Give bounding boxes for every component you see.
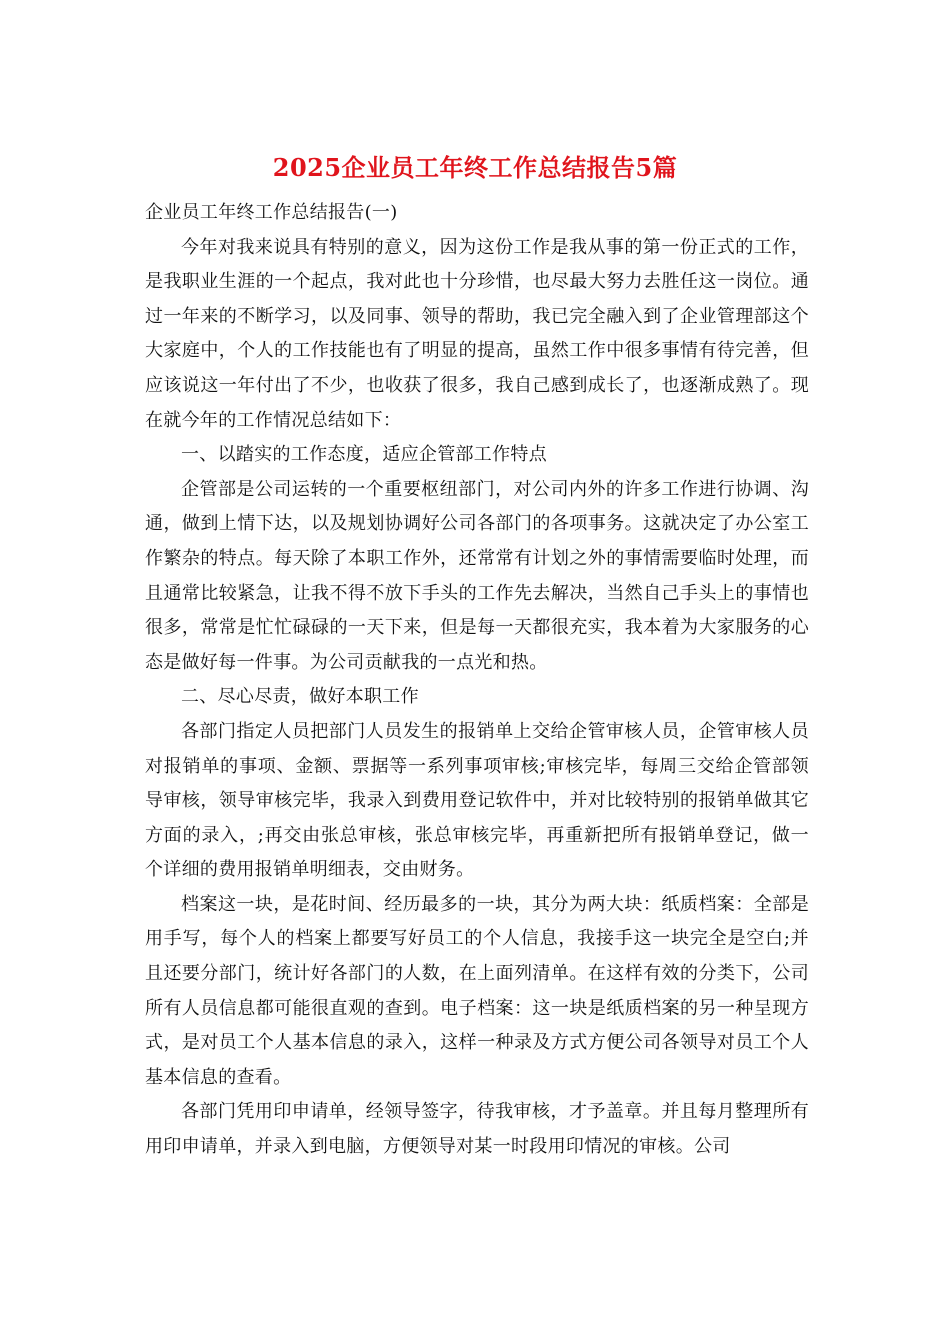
section-heading-2: 二、尽心尽责，做好本职工作 xyxy=(181,686,419,708)
document-title: 2025企业员工年终工作总结报告5篇 xyxy=(272,153,678,182)
paragraph-intro: 今年对我来说具有特别的意义，因为这份工作是我从事的第一份正式的工作，是我职业生涯的一个起点，我对此也十分珍惜，也尽最大努力去胜任这一岗位。通过一年来的不断学习，以及同事、领导的帮助，我已完全融入到了企业管理部这个大家庭中，个人的工作技能也有了明显的提高，虽然工作中很多事情有待完善，但应该说这一年付出了不少，也收获了很多，我自己感到成长了，也逐渐成熟了。现在就今年的工作情况总结如下： xyxy=(145,236,809,431)
paragraph-section-1: 企管部是公司运转的一个重要枢纽部门，对公司内外的许多工作进行协调、沟通，做到上情下达，以及规划协调好公司各部门的各项事务。这就决定了办公室工作繁杂的特点。每天除了本职工作外，还常常有计划之外的事情需要临时处理，而且通常比较紧急，让我不得不放下手头的工作先去解决，当然自己手头上的事情也很多，常常是忙忙碌碌的一天下来，但是每一天都很充实，我本着为大家服务的心态是做好每一件事。为公司贡献我的一点光和热。 xyxy=(145,478,809,673)
document-subheading: 企业员工年终工作总结报告(一) xyxy=(145,202,398,223)
paragraph-seal: 各部门凭用印申请单，经领导签字，待我审核，才予盖章。并且每月整理所有用印申请单，并录入到电脑，方便领导对某一时段用印情况的审核。公司 xyxy=(145,1101,809,1158)
document-body xyxy=(145,196,809,1165)
section-heading-1: 一、以踏实的工作态度，适应企管部工作特点 xyxy=(181,444,547,466)
paragraph-archives: 档案这一块，是花时间、经历最多的一块，其分为两大块：纸质档案：全部是用手写，每个人的档案上都要写好员工的个人信息，我接手这一块完全是空白;并且还要分部门，统计好各部门的人数，在上面列清单。在这样有效的分类下，公司所有人员信息都可能很直观的查到。电子档案：这一块是纸质档案的另一种呈现方式，是对员工个人基本信息的录入，这样一种录及方式方便公司各领导对员工个人基本信息的查看。 xyxy=(145,893,809,1088)
paragraph-reimbursement: 各部门指定人员把部门人员发生的报销单上交给企管审核人员，企管审核人员对报销单的事项、金额、票据等一系列事项审核;审核完毕，每周三交给企管部领导审核，领导审核完毕，我录入到费用登记软件中，并对比较特别的报销单做其它方面的录入，;再交由张总审核，张总审核完毕，再重新把所有报销单登记，做一个详细的费用报销单明细表，交由财务。 xyxy=(145,720,809,881)
